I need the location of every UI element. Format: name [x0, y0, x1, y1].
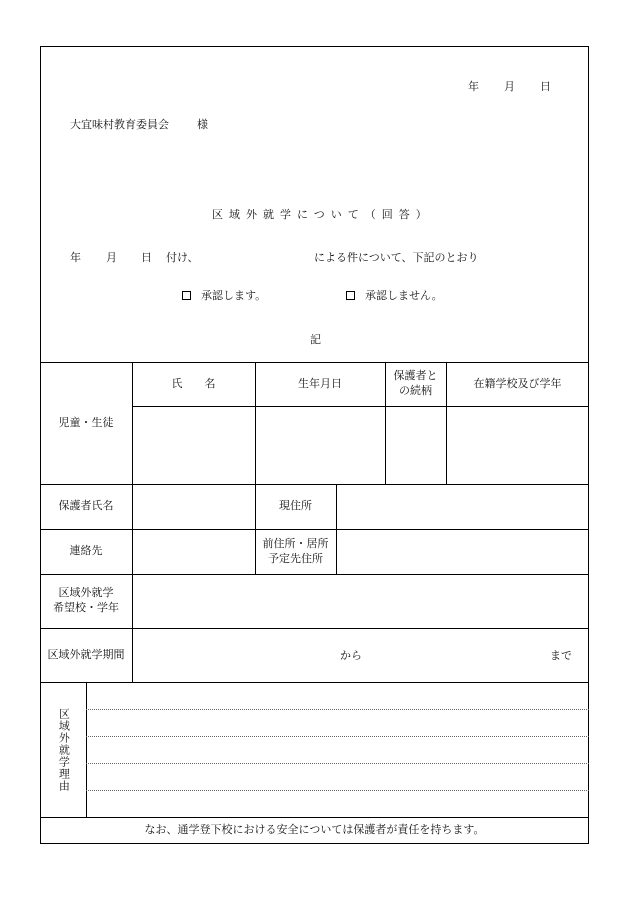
prev-address-line1: 前住所・居所 — [262, 536, 329, 550]
desired-school-field[interactable] — [132, 574, 589, 628]
date-year-label: 年 — [468, 80, 479, 93]
desired-school-line2: 希望校・学年 — [53, 601, 119, 614]
period-from-label: から — [340, 649, 362, 662]
col-birth-header: 生年月日 — [298, 376, 342, 390]
prev-address-label — [255, 529, 336, 574]
period-label: 区域外就学期間 — [47, 647, 125, 661]
approve-label: 承認します。 — [201, 289, 267, 302]
request-year-label: 年 — [70, 251, 81, 264]
desired-school-line1: 区域外就学 — [58, 586, 114, 600]
disapprove-checkbox[interactable] — [346, 291, 355, 300]
guardian-name-field[interactable] — [132, 484, 255, 529]
student-relation-field[interactable] — [385, 406, 446, 484]
col-relation-line2: の続柄 — [399, 384, 432, 397]
approve-checkbox[interactable] — [182, 291, 191, 300]
student-name-field[interactable] — [132, 406, 255, 484]
guardian-label: 保護者氏名 — [58, 499, 114, 513]
contact-label: 連絡先 — [69, 544, 103, 558]
request-day-label: 日 — [141, 251, 152, 264]
page-title: 区域外就学について（回答） — [212, 208, 433, 221]
approve-option[interactable] — [182, 290, 266, 301]
reason-field[interactable] — [86, 682, 589, 817]
disapprove-label: 承認しません。 — [365, 289, 443, 302]
addressee: 大宜味村教育委員会 — [70, 118, 169, 131]
honorific: 様 — [197, 118, 208, 131]
contact-field[interactable] — [132, 529, 255, 574]
prev-address-line2: 予定先住所 — [268, 551, 323, 565]
student-school-field[interactable] — [446, 406, 589, 484]
current-address-label: 現住所 — [279, 499, 312, 513]
col-relation-line1: 保護者と — [393, 369, 438, 383]
request-month-label: 月 — [106, 251, 117, 264]
col-name-header: 氏 名 — [171, 376, 216, 390]
reason-label: 区域外就学理由 — [57, 707, 71, 792]
desired-school-label — [40, 574, 132, 628]
date-month-label: 月 — [504, 80, 515, 93]
date-day-label: 日 — [540, 80, 551, 93]
ki-label: 記 — [310, 333, 321, 346]
student-label: 児童・生徒 — [58, 415, 114, 429]
student-birth-field[interactable] — [255, 406, 385, 484]
footer-note: なお、通学登下校における安全については保護者が責任を持ちます。 — [144, 823, 485, 837]
request-regarding-text: による件について、下記のとおり — [314, 251, 479, 264]
current-address-field[interactable] — [336, 484, 589, 529]
col-relation-header — [385, 362, 446, 406]
request-dated-label: 付け、 — [166, 251, 199, 264]
col-school-header: 在籍学校及び学年 — [473, 376, 562, 390]
prev-address-field[interactable] — [336, 529, 589, 574]
disapprove-option[interactable] — [346, 290, 443, 301]
period-until-label: まで — [550, 649, 572, 662]
